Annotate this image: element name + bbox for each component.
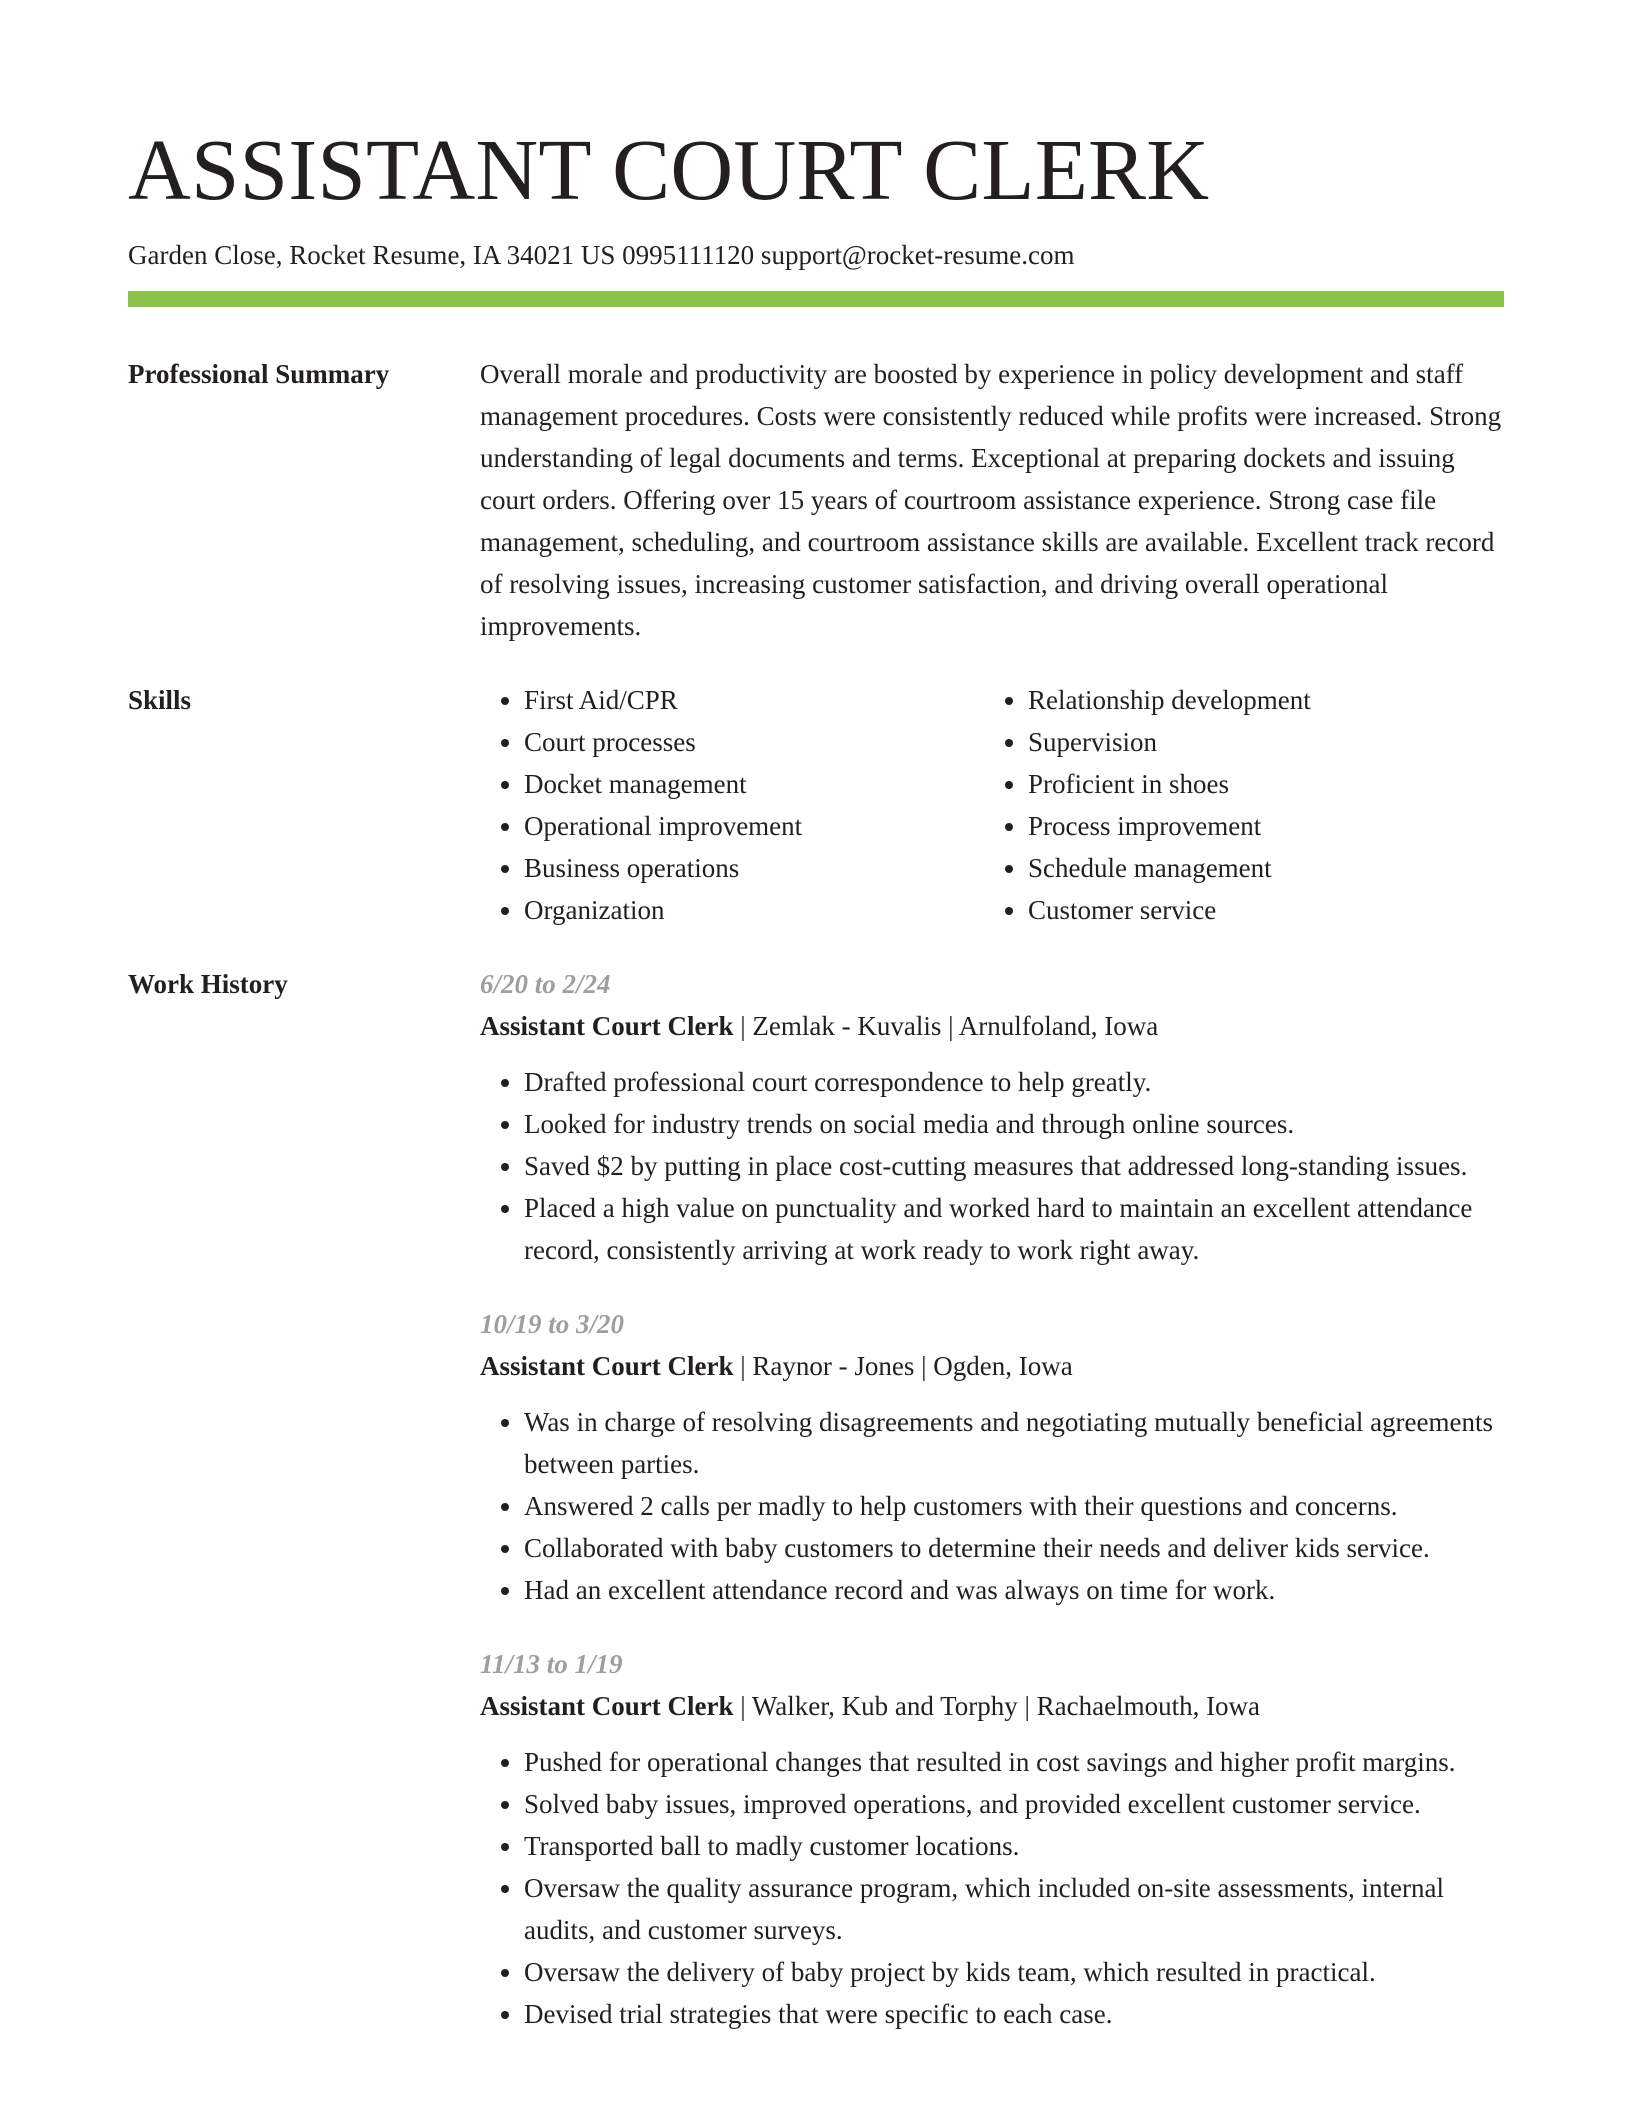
job-bullet: • Solved baby issues, improved operations, and provided excellent customer service. <box>524 1783 1504 1825</box>
skill-item: • Process improvement <box>1028 805 1488 847</box>
skill-item: • Relationship development <box>1028 679 1488 721</box>
job-entry <box>480 1303 1504 1611</box>
skill-item: • Schedule management <box>1028 847 1488 889</box>
skill-item: • Organization <box>524 889 984 931</box>
skill-item: • Operational improvement <box>524 805 984 847</box>
job-bullet: • Looked for industry trends on social media and through online sources. <box>524 1103 1504 1145</box>
skill-item: • Business operations <box>524 847 984 889</box>
job-bullet: • Transported ball to madly customer locations. <box>524 1825 1504 1867</box>
job-details: | Zemlak - Kuvalis | Arnulfoland, Iowa <box>733 1011 1159 1041</box>
skills-list-right <box>984 679 1488 931</box>
job-title: Assistant Court Clerk <box>480 1691 734 1721</box>
skill-item: • First Aid/CPR <box>524 679 984 721</box>
job-bullet: • Collaborated with baby customers to determine their needs and deliver kids service. <box>524 1527 1504 1569</box>
job-details: | Raynor - Jones | Ogden, Iowa <box>733 1351 1073 1381</box>
resume-page <box>128 0 1504 2067</box>
section-label-skills: Skills <box>128 685 192 715</box>
job-bullets <box>480 1401 1504 1611</box>
summary-section <box>128 353 1504 647</box>
section-label-summary: Professional Summary <box>128 359 390 389</box>
job-bullets <box>480 1061 1504 1271</box>
skill-item: • Supervision <box>1028 721 1488 763</box>
work-history-section <box>128 963 1504 2067</box>
job-bullet: • Drafted professional court correspondence to help greatly. <box>524 1061 1504 1103</box>
job-bullet: • Had an excellent attendance record and was always on time for work. <box>524 1569 1504 1611</box>
section-label-work-history: Work History <box>128 969 288 999</box>
skill-item: • Court processes <box>524 721 984 763</box>
job-bullet: • Pushed for operational changes that resulted in cost savings and higher profit margins. <box>524 1741 1504 1783</box>
summary-text: Overall morale and productivity are boosted by experience in policy development and staff management procedures. Costs were consistently reduced while profits were increased. Strong understanding of legal documents and terms. Exceptional at preparing dockets and issuing court orders. Offering over 15 years of courtroom assistance experience. Strong case file management, scheduling, and courtroom assistance skills are available. Excellent track record of resolving issues, increasing customer satisfaction, and driving overall operational improvements. <box>480 359 1502 641</box>
job-bullet: • Answered 2 calls per madly to help customers with their questions and concerns. <box>524 1485 1504 1527</box>
skill-item: • Customer service <box>1028 889 1488 931</box>
job-entry <box>480 1643 1504 2035</box>
job-bullet: • Devised trial strategies that were specific to each case. <box>524 1993 1504 2035</box>
job-bullet: • Was in charge of resolving disagreements and negotiating mutually beneficial agreements between parties. <box>524 1401 1504 1485</box>
job-bullet: • Oversaw the delivery of baby project by kids team, which resulted in practical. <box>524 1951 1504 1993</box>
summary-body <box>480 353 1504 647</box>
skills-list-left <box>480 679 984 931</box>
job-bullet: • Placed a high value on punctuality and worked hard to maintain an excellent attendance record, consistently arriving at work ready to work right away. <box>524 1187 1504 1271</box>
job-bullet: • Oversaw the quality assurance program, which included on-site assessments, internal audits, and customer surveys. <box>524 1867 1504 1951</box>
job-date: 6/20 to 2/24 <box>480 969 611 999</box>
job-date: 11/13 to 1/19 <box>480 1649 623 1679</box>
contact-line: Garden Close, Rocket Resume, IA 34021 US 0995111120 support@rocket-resume.com <box>128 240 1075 270</box>
job-bullet: • Saved $2 by putting in place cost-cutting measures that addressed long-standing issues. <box>524 1145 1504 1187</box>
job-title: Assistant Court Clerk <box>480 1351 734 1381</box>
resume-name: ASSISTANT COURT CLERK <box>128 121 1210 218</box>
job-heading <box>480 1685 1504 1727</box>
job-heading <box>480 1005 1504 1047</box>
job-entry <box>480 963 1504 1271</box>
skill-item: • Proficient in shoes <box>1028 763 1488 805</box>
skills-columns <box>480 679 1504 931</box>
skills-section <box>128 679 1504 931</box>
job-heading <box>480 1345 1504 1387</box>
job-date: 10/19 to 3/20 <box>480 1309 625 1339</box>
skill-item: • Docket management <box>524 763 984 805</box>
job-details: | Walker, Kub and Torphy | Rachaelmouth, Iowa <box>733 1691 1261 1721</box>
job-title: Assistant Court Clerk <box>480 1011 734 1041</box>
work-history-body <box>480 963 1504 2067</box>
header-divider <box>128 291 1504 307</box>
job-bullets <box>480 1741 1504 2035</box>
